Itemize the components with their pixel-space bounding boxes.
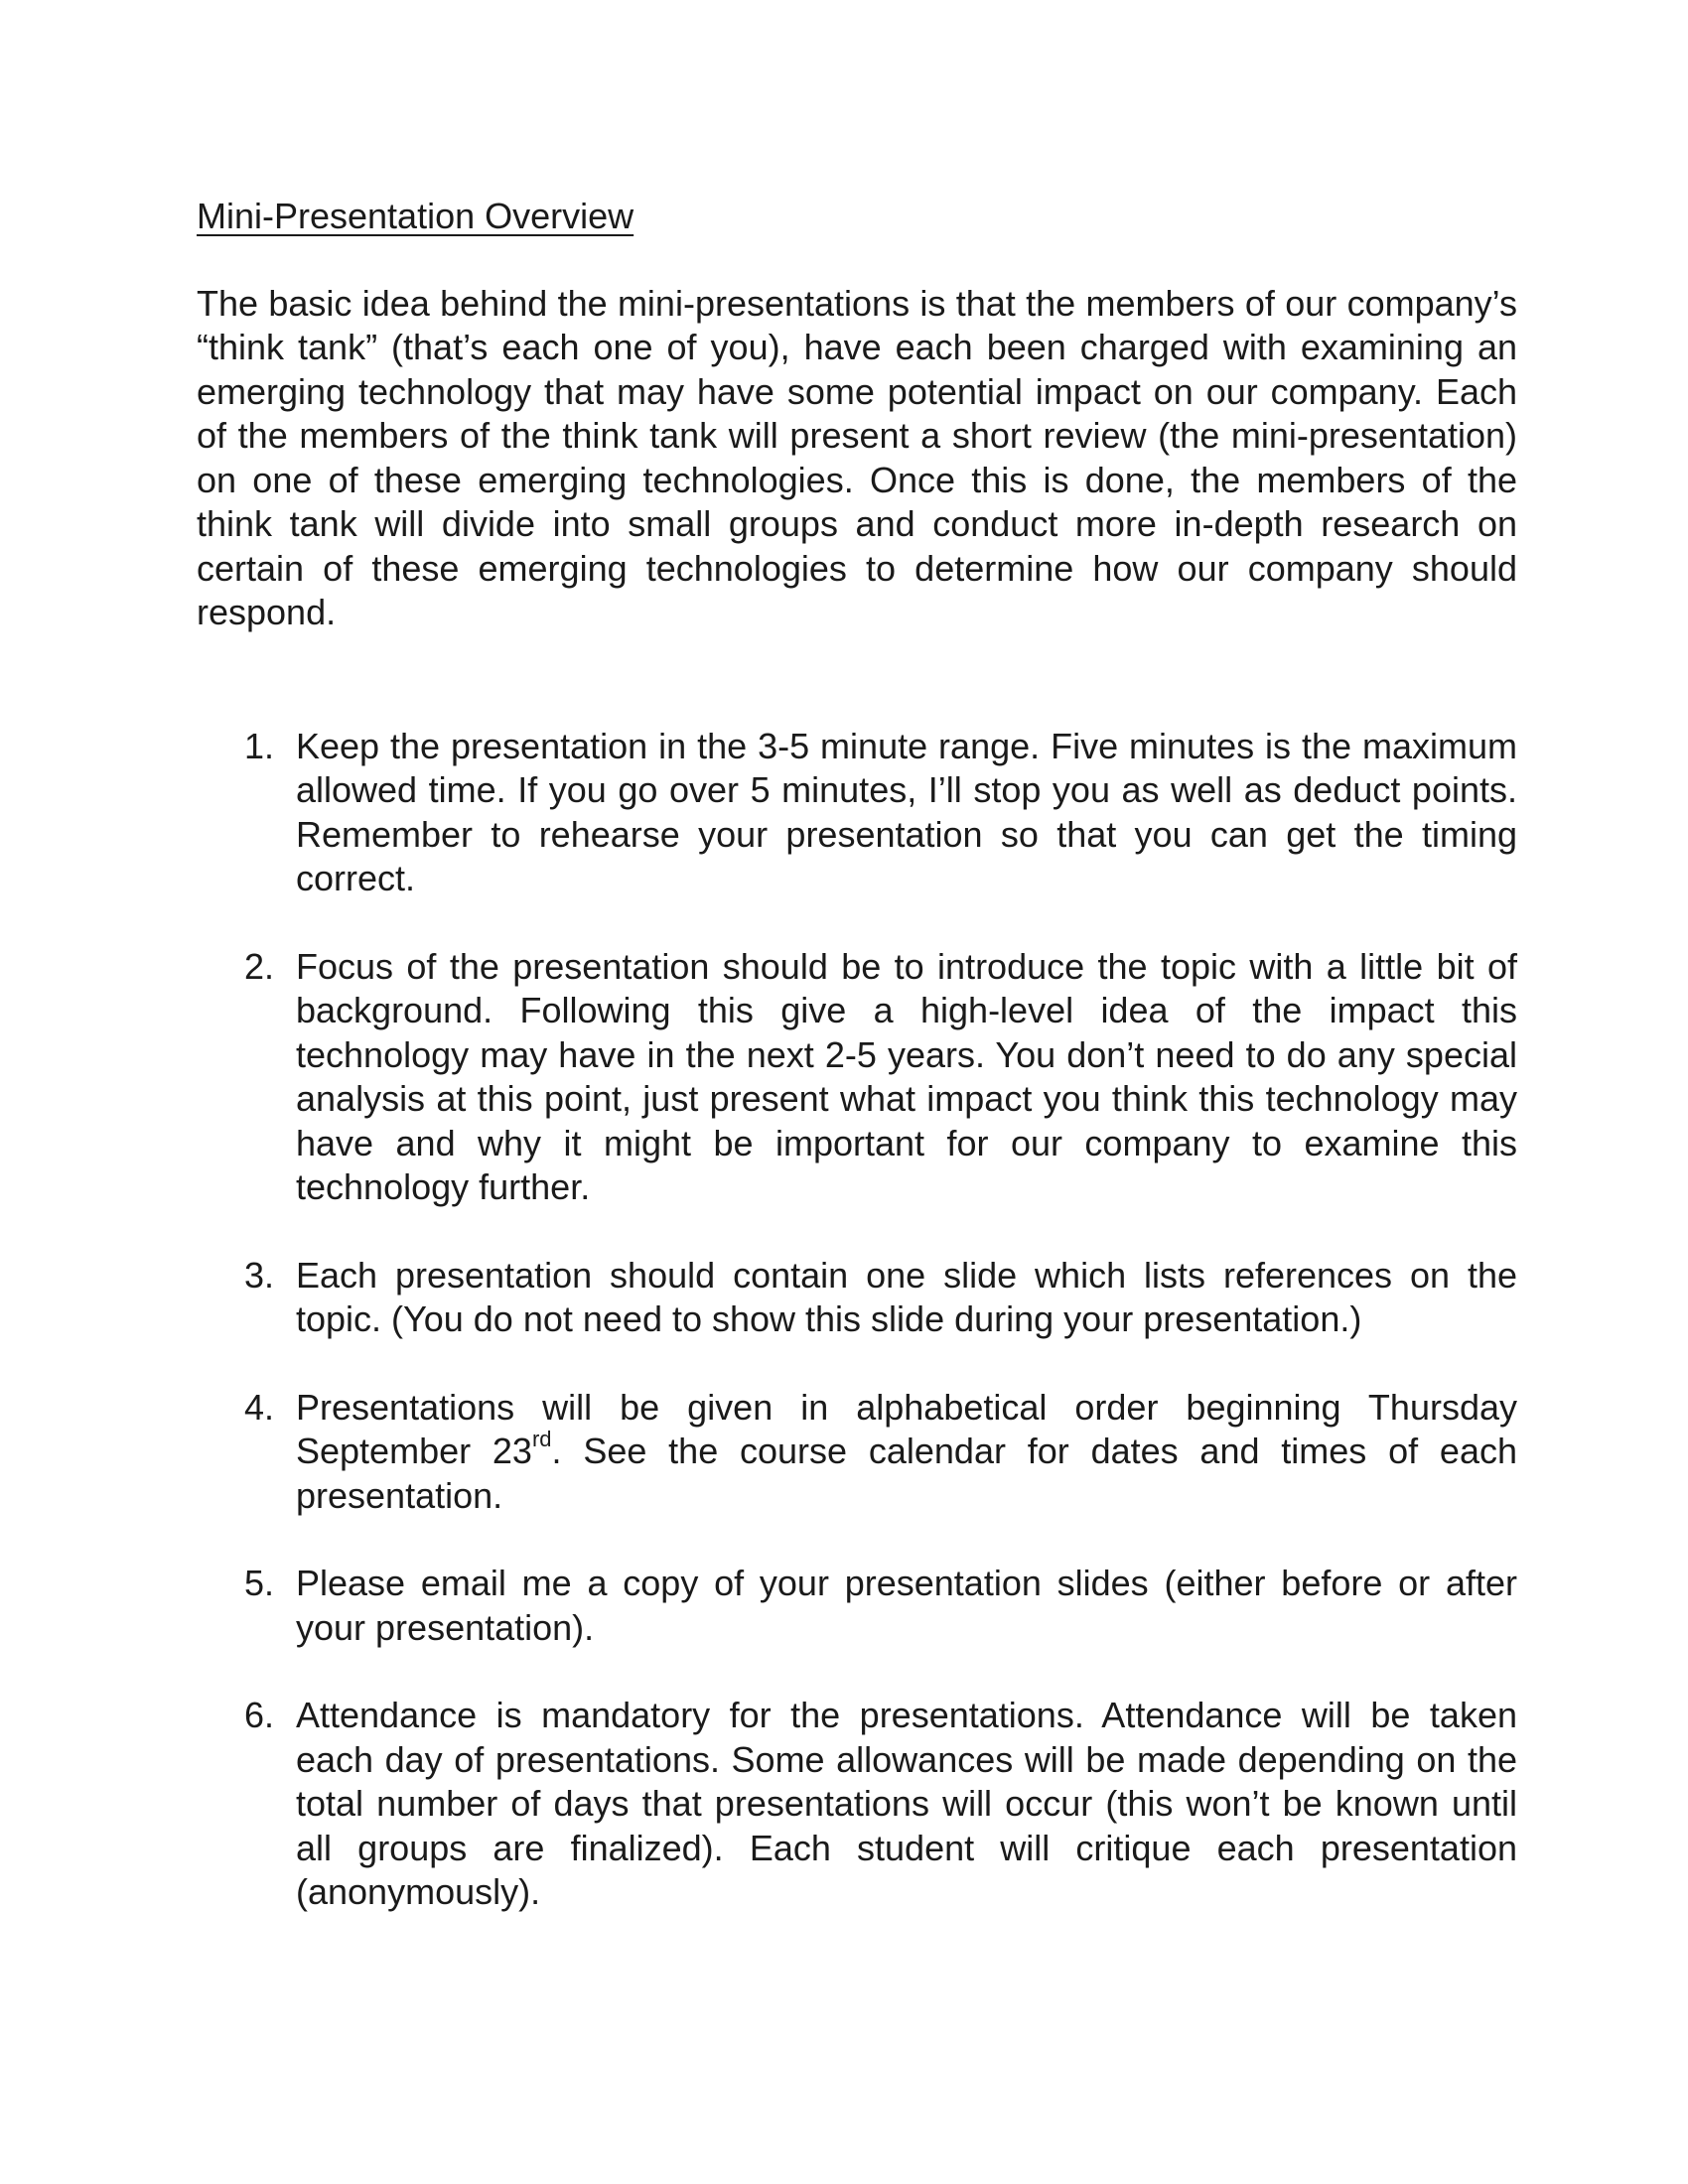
list-item-text-before: Presentations will be given in alphabetical order beginning Thursday September 23: [296, 1386, 1517, 1471]
list-item: [197, 1562, 1517, 1650]
list-item-text-after: . See the course calendar for dates and times of each presentation.: [296, 1431, 1517, 1516]
page-title: Mini-Presentation Overview: [197, 196, 634, 236]
list-item-text: Each presentation should contain one slide which lists references on the topic. (You do not need to show this slide during your presentation.): [296, 1254, 1517, 1339]
list-item-number: 1.: [244, 725, 275, 766]
list-item-number: 5.: [244, 1563, 275, 1603]
instruction-list: [197, 725, 1517, 1915]
list-item: [197, 945, 1517, 1210]
ordinal-superscript: rd: [531, 1427, 552, 1451]
list-item-number: 4.: [244, 1386, 275, 1428]
document-page: [197, 195, 1517, 1959]
intro-paragraph: The basic idea behind the mini-presentations is that the members of our company’s “think tank” (that’s each one of you), have each been charged with examining an emerging technology that may have some potential impact on our company. Each of the members of the think tank will present a short review (the mini-presentation) on one of these emerging technologies. Once this is done, the members of the think tank will divide into small groups and conduct more in-depth research on certain of these emerging technologies to determine how our company should respond.: [197, 282, 1517, 632]
list-item-text: Attendance is mandatory for the presentations. Attendance will be taken each day of presentations. Some allowances will be made depending on the total number of days that presentations will occur (this won’t be known until all groups are finalized). Each student will critique each presentation (anonymously).: [296, 1695, 1517, 1912]
list-item: [197, 1254, 1517, 1342]
list-item-text: Please email me a copy of your presentation slides (either before or after your presentation).: [296, 1563, 1517, 1648]
list-item-text: Keep the presentation in the 3-5 minute range. Five minutes is the maximum allowed time. If you go over 5 minutes, I’ll stop you as well as deduct points. Remember to rehearse your presentation so that you can get the timing correct.: [296, 725, 1517, 898]
list-item-text: Focus of the presentation should be to introduce the topic with a little bit of background. Following this give a high-level idea of the impact this technology may have in the next 2-5 years. You don’t need to do any special analysis at this point, just present what impact you think this technology may have and why it might be important for our company to examine this technology further.: [296, 945, 1517, 1207]
list-item-number: 2.: [244, 945, 275, 987]
list-item-number: 3.: [244, 1254, 275, 1296]
list-item-text: [296, 1387, 1517, 1516]
list-item: [197, 1386, 1517, 1519]
list-item: [197, 1694, 1517, 1915]
list-item: [197, 725, 1517, 901]
list-item-number: 6.: [244, 1695, 275, 1735]
